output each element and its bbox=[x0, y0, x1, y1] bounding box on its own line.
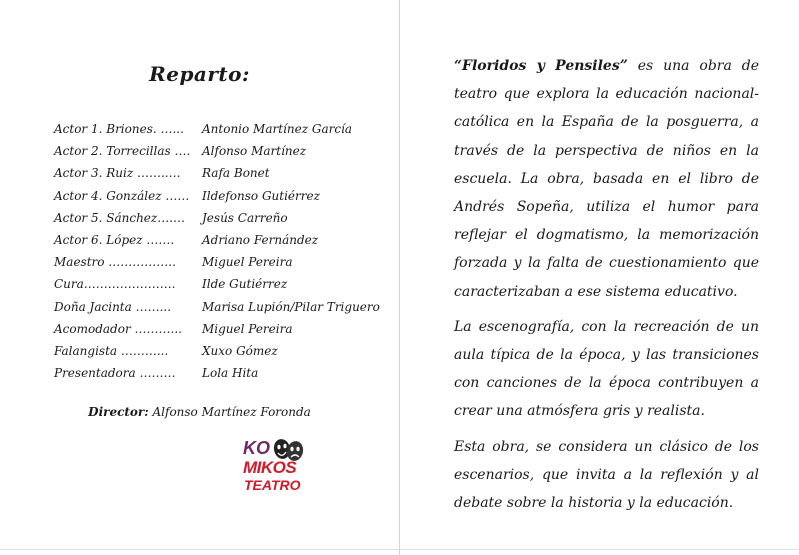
logo-line2: MIKOS bbox=[243, 458, 297, 477]
cast-actor: Jesús Carreño bbox=[202, 210, 288, 225]
director-name: Alfonso Martínez Foronda bbox=[148, 405, 311, 419]
logo-line1: KO bbox=[243, 438, 270, 458]
cast-row bbox=[54, 340, 394, 362]
cast-actor: Ildefonso Gutiérrez bbox=[202, 188, 320, 203]
cast-list bbox=[54, 118, 394, 384]
synopsis-paragraph-2: La escenografía, con la recreación de un aula típica de la época, y las transiciones con canciones de la época contribuyen a crear una atmósfera gris y realista. bbox=[454, 318, 759, 420]
cast-role: Maestro …………….. bbox=[54, 255, 176, 270]
cast-actor: Rafa Bonet bbox=[202, 166, 270, 181]
cast-role: Actor 3. Ruiz ……..… bbox=[54, 166, 181, 181]
cast-actor: Miguel Pereira bbox=[202, 321, 293, 336]
cast-row bbox=[54, 229, 394, 251]
cast-row bbox=[54, 162, 394, 184]
cast-role: Falangista ………... bbox=[54, 343, 169, 358]
synopsis-paragraph-3: Esta obra, se considera un clásico de los escenarios, que invita a la reflexión y al debate sobre la historia y la educación. bbox=[454, 438, 759, 512]
cast-role: Acomodador ………... bbox=[54, 321, 182, 336]
cast-row bbox=[54, 185, 394, 207]
cast-actor: Antonio Martínez García bbox=[202, 122, 353, 136]
komikos-logo-graphic bbox=[243, 437, 313, 497]
cast-actor: Marisa Lupión/Pilar Triguero bbox=[202, 299, 380, 314]
cast-row bbox=[54, 140, 394, 162]
cast-row bbox=[54, 118, 394, 140]
cast-actor: Adriano Fernández bbox=[202, 232, 319, 247]
synopsis-paragraph-1 bbox=[454, 52, 759, 306]
cast-role: Actor 1. Briones. …... bbox=[54, 122, 184, 136]
cast-role: Cura………………….. bbox=[54, 277, 176, 292]
cast-actor: Lola Hita bbox=[202, 366, 259, 381]
cast-actor: Ilde Gutiérrez bbox=[202, 277, 288, 292]
cast-row bbox=[54, 296, 394, 318]
logo-line3: TEATRO bbox=[244, 477, 301, 493]
cast-row bbox=[54, 207, 394, 229]
page-bottom-edge bbox=[0, 549, 799, 550]
left-page bbox=[0, 0, 399, 555]
cast-role: Actor 2. Torrecillas …. bbox=[54, 144, 191, 159]
synopsis bbox=[454, 52, 759, 524]
director-label: Director: bbox=[88, 405, 149, 419]
cast-role: Doña Jacinta ……... bbox=[54, 299, 172, 314]
cast-actor: Miguel Pereira bbox=[202, 255, 293, 270]
cast-role: Actor 6. López ……. bbox=[54, 232, 175, 247]
cast-role: Actor 4. González …… bbox=[54, 188, 190, 203]
cast-actor: Xuxo Gómez bbox=[202, 343, 278, 358]
komikos-logo bbox=[243, 437, 313, 497]
play-title: “Floridos y Pensiles” bbox=[454, 58, 628, 74]
page-fold-divider bbox=[399, 0, 400, 555]
director-credit bbox=[0, 405, 399, 419]
cast-row bbox=[54, 251, 394, 273]
cast-role: Actor 5. Sánchez….… bbox=[54, 210, 186, 225]
synopsis-text-1: es una obra de teatro que explora la educación nacional-católica en la España de la posguerra, a través de la perspectiva de niños en la escuela. La obra, basada en el libro de Andrés Sopeña, utiliza el humor para reflejar el dogmatismo, la memorización forzada y la falta de cuestionamiento que caracterizaban a ese sistema educativo. bbox=[454, 58, 759, 300]
cast-row bbox=[54, 362, 394, 384]
cast-row bbox=[54, 273, 394, 295]
cast-actor: Alfonso Martínez bbox=[202, 144, 307, 159]
cast-role: Presentadora ……… bbox=[54, 366, 176, 381]
right-page bbox=[401, 0, 799, 555]
cast-row bbox=[54, 318, 394, 340]
cast-title: Reparto: bbox=[149, 62, 250, 86]
